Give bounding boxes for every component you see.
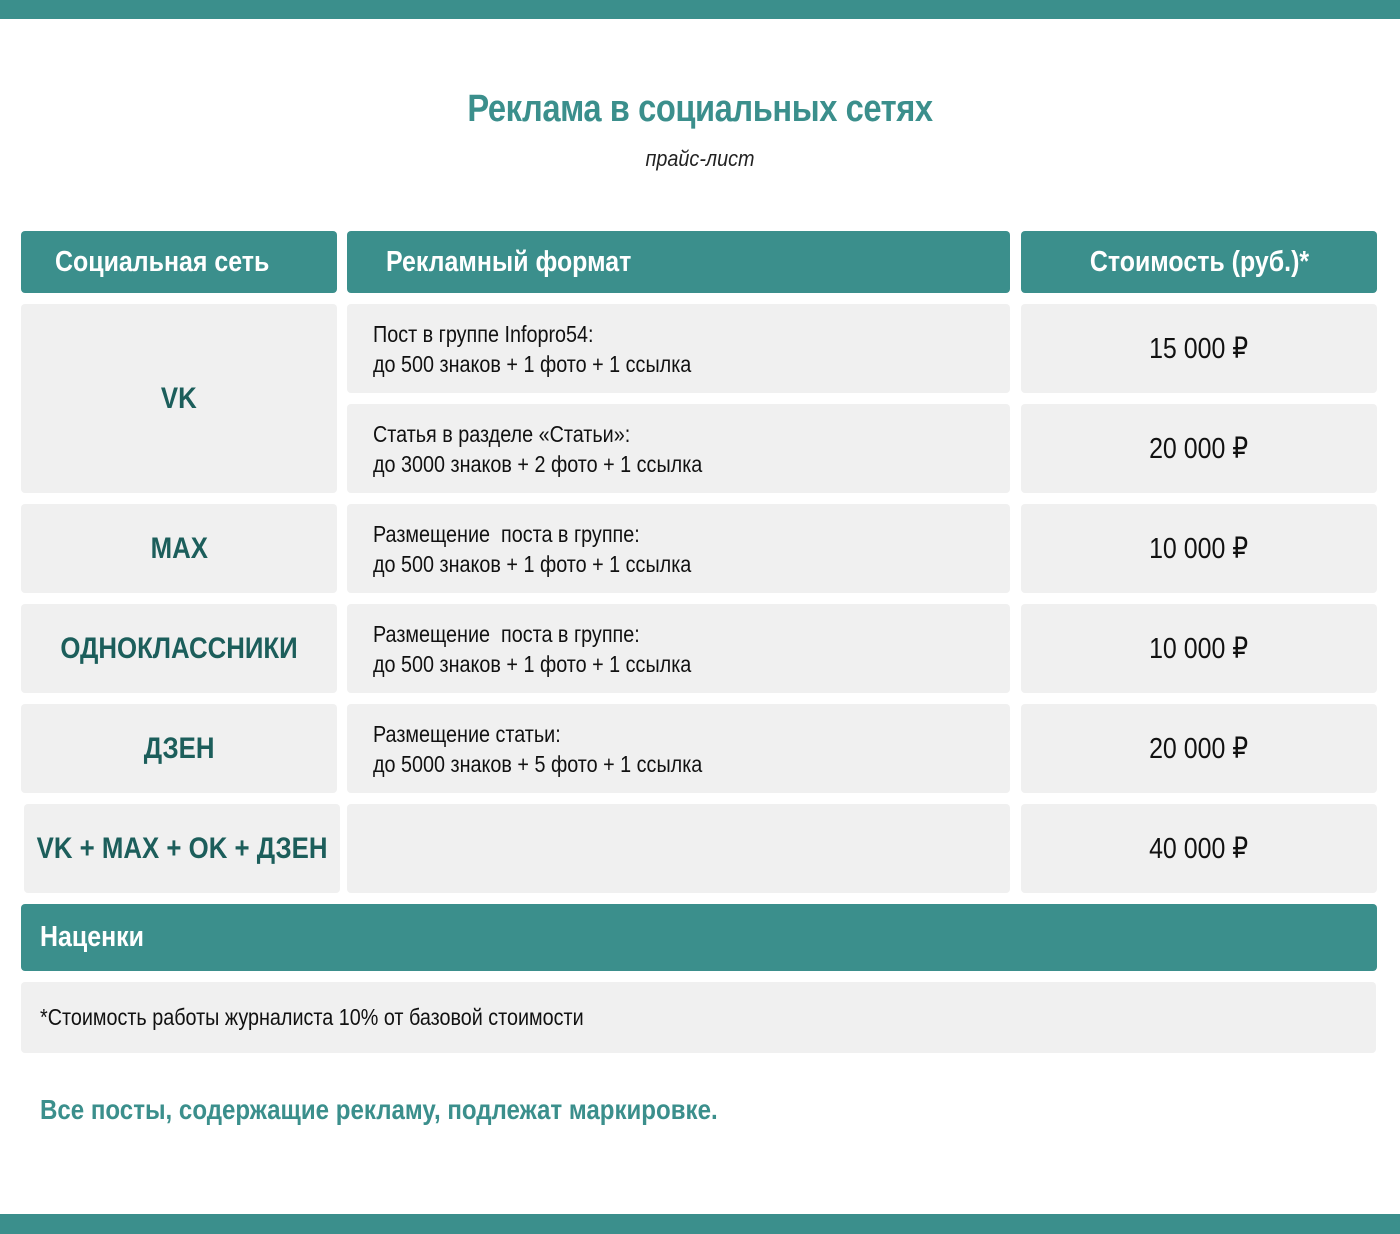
format-cell: [347, 704, 1010, 793]
network-cell-bundle: [24, 804, 340, 893]
network-label: MAX: [150, 531, 208, 565]
network-cell-max: [21, 504, 337, 593]
markups-title: Наценки: [40, 921, 144, 953]
price-cell: [1021, 404, 1377, 493]
format-line: до 500 знаков + 1 фото + 1 ссылка: [373, 650, 692, 677]
format-cell-empty: [347, 804, 1010, 893]
format-line: Размещение статьи:: [373, 720, 561, 747]
markups-header: [21, 904, 1377, 971]
format-line: до 3000 знаков + 2 фото + 1 ссылка: [373, 450, 703, 477]
format-line: до 5000 знаков + 5 фото + 1 ссылка: [373, 750, 703, 777]
network-label: ДЗЕН: [143, 731, 215, 765]
format-line: Размещение поста в группе:: [373, 620, 640, 647]
price-value: 15 000 ₽: [1149, 333, 1249, 365]
network-label: ОДНОКЛАССНИКИ: [60, 631, 298, 665]
column-header-format: [347, 231, 1010, 293]
price-value: 20 000 ₽: [1149, 733, 1249, 765]
network-cell-dzen: [21, 704, 337, 793]
price-cell: [1021, 504, 1377, 593]
column-header-network: [21, 231, 337, 293]
format-line: до 500 знаков + 1 фото + 1 ссылка: [373, 550, 692, 577]
labeling-notice-text: Все посты, содержащие рекламу, подлежат маркировке.: [40, 1094, 718, 1125]
format-line: Пост в группе Infopro54:: [373, 320, 594, 347]
page-title: Реклама в социальных сетях: [467, 88, 933, 130]
format-cell: [347, 304, 1010, 393]
format-cell: [347, 404, 1010, 493]
format-cell: [347, 604, 1010, 693]
price-value: 20 000 ₽: [1149, 433, 1249, 465]
network-label: VK + MAX + OK + ДЗЕН: [36, 831, 328, 865]
column-header-price: [1021, 231, 1377, 293]
network-label: VK: [161, 381, 197, 415]
format-line: Статья в разделе «Статьи»:: [373, 420, 631, 447]
format-line: до 500 знаков + 1 фото + 1 ссылка: [373, 350, 692, 377]
labeling-notice: [40, 1094, 828, 1126]
network-cell-vk: [21, 304, 337, 493]
column-header-label: Социальная сеть: [55, 245, 270, 278]
price-value: 10 000 ₽: [1149, 533, 1249, 565]
page-subtitle: прайс-лист: [645, 146, 755, 171]
network-cell-odnoklassniki: [21, 604, 337, 693]
bottom-accent-bar: [0, 1214, 1400, 1234]
column-header-label: Стоимость (руб.)*: [1089, 245, 1309, 278]
format-line: Размещение поста в группе:: [373, 520, 640, 547]
top-accent-bar: [0, 0, 1400, 19]
markups-note: *Стоимость работы журналиста 10% от базовой стоимости: [40, 1004, 584, 1030]
markups-note-cell: [21, 982, 1376, 1053]
price-value: 10 000 ₽: [1149, 633, 1249, 665]
price-cell: [1021, 804, 1377, 893]
column-header-label: Рекламный формат: [386, 245, 632, 278]
format-cell: [347, 504, 1010, 593]
price-value: 40 000 ₽: [1149, 833, 1249, 865]
price-cell: [1021, 304, 1377, 393]
price-cell: [1021, 704, 1377, 793]
price-cell: [1021, 604, 1377, 693]
